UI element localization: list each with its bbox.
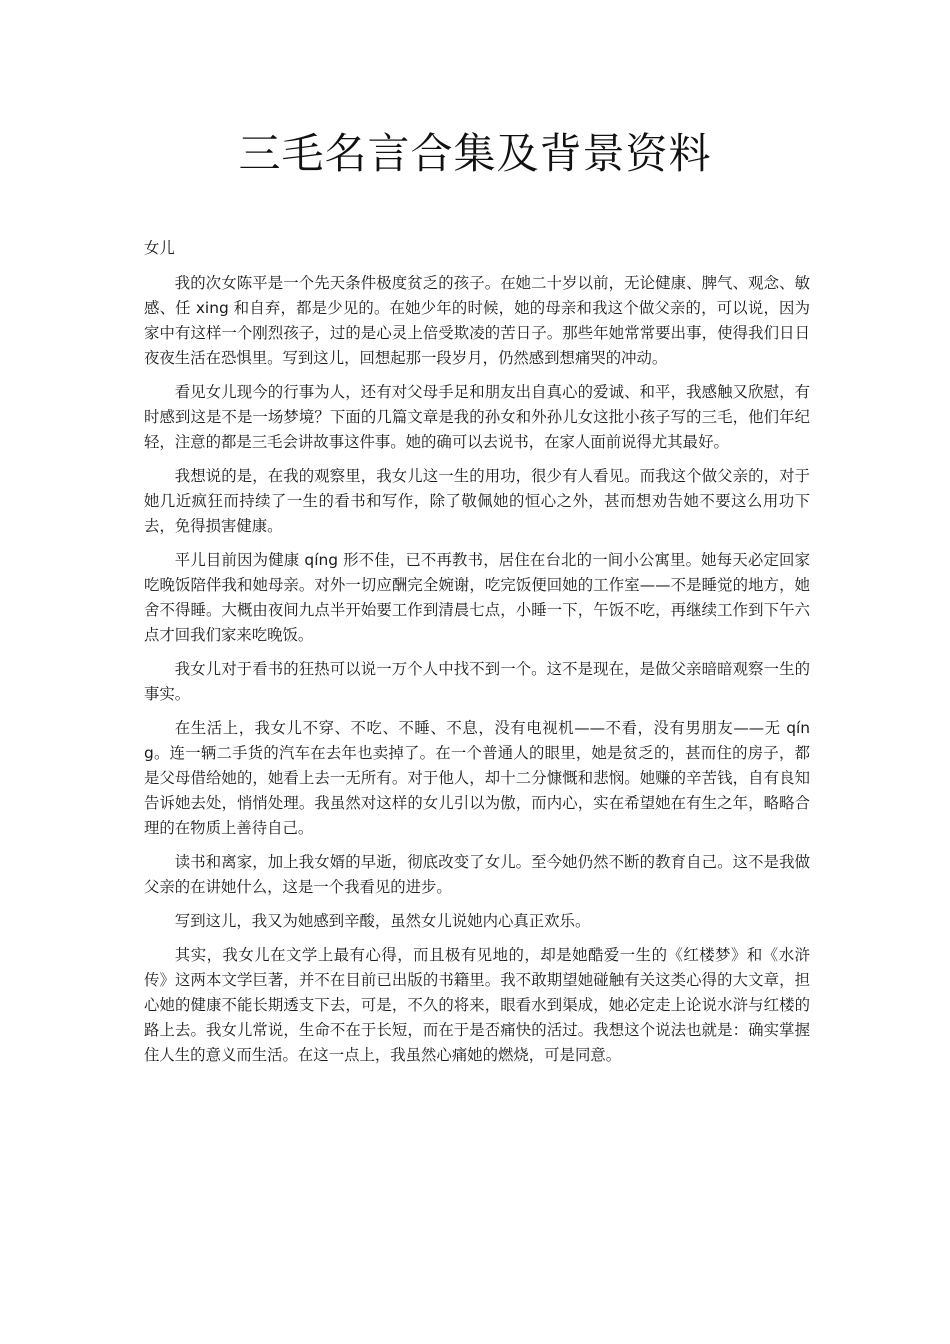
- paragraph: 写到这儿，我又为她感到辛酸，虽然女儿说她内心真正欢乐。: [174, 912, 591, 930]
- paragraph: 看见女儿现今的行事为人，还有对父母手足和朋友出自真心的爱诚、和平，我感触又欣慰，有时感到这是不是一场梦境？下面的几篇文章是我的孙女和外孙儿女这批小孩子写的三毛，他们年纪轻，注意的都是三毛会讲故事这件事。她的确可以去说书，在家人面前说得尤其最好。: [144, 383, 810, 451]
- paragraph: 平儿目前因为健康 qíng 形不佳，已不再教书，居住在台北的一间小公寓里。她每天必定回家吃晚饭陪伴我和她母亲。对外一切应酬完全婉谢，吃完饭便回她的工作室——不是睡觉的地方，她舍不得睡。大概由夜间九点半开始要工作到清晨七点，小睡一下，午饭不吃，再继续工作到下午六点才回我们家来吃晚饭。: [144, 551, 810, 644]
- document-body: [144, 236, 810, 1077]
- paragraph: 其实，我女儿在文学上最有心得，而且极有见地的，却是她酷爱一生的《红楼梦》和《水浒传》这两本文学巨著，并不在目前已出版的书籍里。我不敢期望她碰触有关这类心得的大文章，担心她的健康不能长期透支下去，可是，不久的将来，眼看水到渠成，她必定走上论说水浒与红楼的路上去。我女儿常说，生命不在于长短，而在于是否痛快的活过。我想这个说法也就是：确实掌握住人生的意义而生活。在这一点上，我虽然心痛她的燃烧，可是同意。: [144, 946, 810, 1064]
- section-heading: 女儿: [144, 239, 175, 257]
- paragraph: 在生活上，我女儿不穿、不吃、不睡、不息，没有电视机——不看，没有男朋友——无 qíng。连一辆二手货的汽车在去年也卖掉了。在一个普通人的眼里，她是贫乏的，甚而住的房子，都是父母借给她的，她看上去一无所有。对于他人，却十二分慷慨和悲悯。她赚的辛苦钱，自有良知告诉她去处，悄悄处理。我虽然对这样的女儿引以为傲，而内心，实在希望她在有生之年，略略合理的在物质上善待自己。: [144, 719, 810, 837]
- paragraph: 读书和离家，加上我女婿的早逝，彻底改变了女儿。至今她仍然不断的教育自己。这不是我做父亲的在讲她什么，这是一个我看见的进步。: [144, 853, 810, 896]
- paragraph: 我的次女陈平是一个先天条件极度贫乏的孩子。在她二十岁以前，无论健康、脾气、观念、敏感、任 xing 和自弃，都是少见的。在她少年的时候，她的母亲和我这个做父亲的，可以说，因为家中有这样一个刚烈孩子，过的是心灵上倍受欺凌的苦日子。那些年她常常要出事，使得我们日日夜夜生活在恐惧里。写到这儿，回想起那一段岁月，仍然感到想痛哭的冲动。: [144, 274, 810, 367]
- document-title: 三毛名言合集及背景资料: [238, 129, 712, 178]
- paragraph: 我女儿对于看书的狂热可以说一万个人中找不到一个。这不是现在，是做父亲暗暗观察一生的事实。: [144, 660, 810, 703]
- paragraph: 我想说的是，在我的观察里，我女儿这一生的用功，很少有人看见。而我这个做父亲的，对于她几近疯狂而持续了一生的看书和写作，除了敬佩她的恒心之外，甚而想劝告她不要这么用功下去，免得损害健康。: [144, 467, 810, 535]
